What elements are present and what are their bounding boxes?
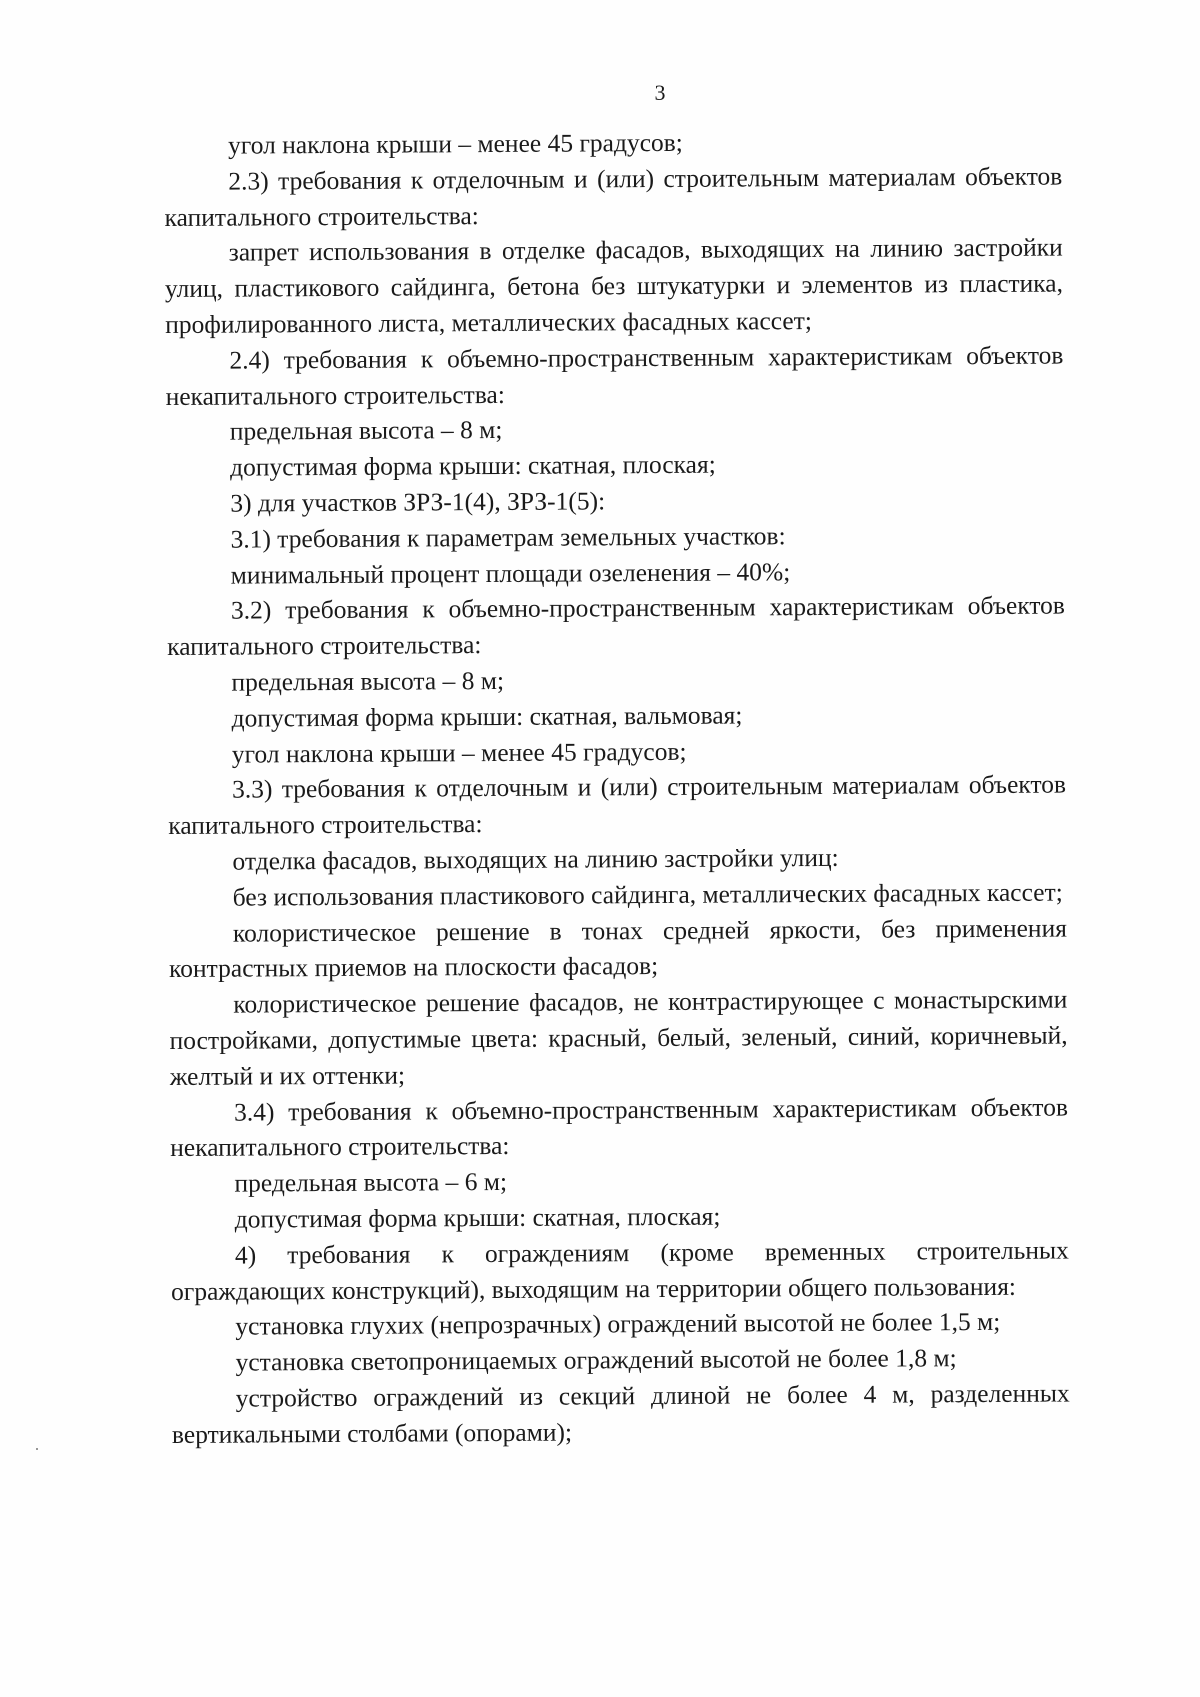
paragraph: колористическое решение фасадов, не контрастирующее с монастырскими постройками, допустимые цвета: красный, белый, зеленый, синий, коричневый, желтый и их оттенки; (169, 984, 1068, 1091)
paragraph: 3.2) требования к объемно-пространственным характеристикам объектов капитального строительства: (167, 590, 1066, 662)
paragraph: 3.4) требования к объемно-пространственным характеристикам объектов некапитального строительства: (170, 1092, 1069, 1163)
page-number: 3 (654, 80, 666, 105)
document-body (164, 123, 1070, 1453)
paragraph: 3.3) требования к отделочным и (или) строительным материалам объектов капитального строительства: (168, 769, 1067, 841)
paragraph: устройство ограждений из секций длиной не более 4 м, разделенных вертикальными столбами (опорами); (171, 1378, 1070, 1449)
paragraph: 4) требования к ограждениям (кроме временных строительных ограждающих конструкций), выходящим на территории общего пользования: (171, 1235, 1069, 1306)
paragraph: 3) для участков ЗРЗ-1(4), ЗРЗ-1(5): (230, 486, 606, 518)
paragraph: 3.1) требования к параметрам земельных участков: (230, 520, 786, 554)
paragraph: угол наклона крыши – менее 45 градусов; (231, 736, 687, 769)
paragraph: отделка фасадов, выходящих на линию застройки улиц: (232, 842, 839, 876)
paragraph: предельная высота – 8 м; (229, 415, 503, 446)
scan-speck (36, 1448, 38, 1450)
paragraph: допустимая форма крыши: скатная, плоская; (234, 1201, 721, 1234)
paragraph: минимальный процент площади озеленения – 40%; (230, 556, 791, 590)
paragraph: допустимая форма крыши: скатная, вальмовая; (231, 700, 743, 733)
paragraph: колористическое решение в тонах средней яркости, без применения контрастных приемов на плоскости фасадов; (169, 913, 1067, 984)
paragraph: установка светопроницаемых ограждений высотой не более 1,8 м; (235, 1343, 957, 1377)
paragraph: 2.3) требования к отделочным и (или) строительным материалам объектов капитального строительства: (164, 161, 1063, 232)
paragraph: допустимая форма крыши: скатная, плоская; (229, 449, 716, 482)
paragraph: установка глухих (непрозрачных) ограждений высотой не более 1,5 м; (235, 1307, 1001, 1341)
paragraph: угол наклона крыши – менее 45 градусов; (228, 127, 683, 160)
paragraph: без использования пластикового сайдинга, металлических фасадных кассет; (232, 877, 1063, 912)
paragraph: предельная высота – 8 м; (231, 665, 505, 697)
paragraph: предельная высота – 6 м; (234, 1167, 508, 1198)
paragraph: 2.4) требования к объемно-пространственным характеристикам объектов некапитального строительства: (165, 340, 1064, 411)
paragraph: запрет использования в отделке фасадов, выходящих на линию застройки улиц, пластикового сайдинга, бетона без штукатурки и элементов из пластика, профилированного листа, металлических фасадных кассет; (164, 232, 1064, 339)
